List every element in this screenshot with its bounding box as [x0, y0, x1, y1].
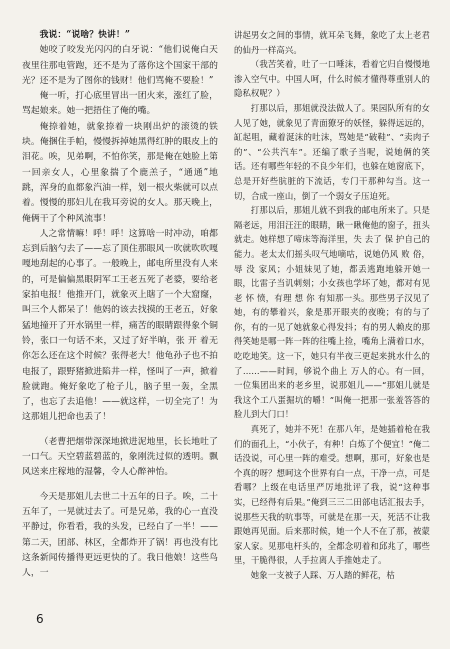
paragraph: 人之常情嘛！呼！呼！这算啥一时冲动，咱都忘到后脑勺去了——忘了顶住那眼风一吹就吹吹嘎嘎地刮起的心事了。一般晚上，邮电所里没有人来的，可是偏偏黑眼阴军工王老五死了老婆，要给老家拍电报！他推开门，就象灭上瞎了一个大窟窿，叫三个人都呆了！他妈的该去找摸的王老五，好象猛地撞开了开水锅里一样，痛苦的眼睛跟得象个铜铃，张口一句话不来，又过了好半晌，张 开 着无你怎么还在这个时候？张得老大！他龟孙子也不拍电报了，跟野猪掀进陷井一样，怪叫了一声，掀着脸就跑。俺好象吃了枪子儿，脑子里一轰，全黑了，也忘了去追他！——就这样，一切全完了！为这那姐儿把命也丢了！	[22, 228, 218, 423]
paragraph: 打那以后，那姐就没法做人了。果园队所有的女人见了她，就象见了青面獠牙的妖怪，躲得远远的，缸起咀，藏着涎沫的吐沫，骂她是“破鞋”、“卖肉子的”、“公共汽车”。还编了歌子当呢，说她俩的笑话。还有哪些年轻的不良少年们，也躲在她窗底下，总是开好些肮脏的下流话，专门干那种勾当。这一切，合成一座山，倒了一个弱女子压迫死。	[234, 102, 430, 201]
left-text-column	[22, 28, 218, 581]
paragraph: （老曹把烟带深深地掀进泥地里，长长地吐了一口气。天空碧蓝碧蓝的，象刚洗过似的透明。飘风送来庄稼地的湿馨，令人心醉神怡。	[22, 436, 218, 478]
paragraph: 今天是那姐儿去世二十五年的日子。唉，二十五年了，一晃就过去了。可是兄弟，我的心一直没平静过，你看看，我的头发，已经白了一半！——第二天，团部、林区，全都炸开了锅！再也没有比这条新闻传播得更远更快的了。我日他娘！这些鸟人，一	[22, 491, 218, 579]
paragraph: 俺一听，打心底里冒出一团火来，涨红了脸，骂起娘来。她一把捂住了俺的嘴。	[22, 91, 218, 117]
paragraph: 打那以后，那姐儿就不到我的邮电所来了。只是隔老远，用泪汪汪的眼睛，瞅一瞅俺他的窗子，扭头就走。她样想了啼床等海洋里，失 去了 保 护自己的能力。老太太们摇头叹气地嘀咕，说她仍风 败 俗，辱 没 家风；小姐妹见了她，都丢逃跑地躲开她一眼，比雷子当讥刺刻；小女孩也学坏了她，都对有见 老 怀 愤，有理 想 你 有知那一头。那些男子汉见了她，有的攀着兴，象是那开眼夹的夜晚；有的与了你，有的一见了她就象心得发抖；有的男人赖皮的那得笑她是哪一阵一阵的往嘴上捡，嘴角上满着口水，吃吃地笑。这一下，她只有半夜三更起来挑水什么的了……——时间，够说个曲上 万人的心。有一回，一位集团出来的老乡里，说那姐儿——“那姐儿就是我这个工八蛋掘坑的嚼！”叫俺一把那一张羞答答的脸儿到大门口！	[234, 205, 430, 420]
paragraph: 我说：“说啥？快讲！”	[39, 30, 130, 40]
paragraph: 俺捺着她，就象捺着一块刚出炉的滚烫的铁块。俺捆住手帕，慢慢拆掉她黑得红肿的眼皮上的泪花。唉，见弟啊，不怕你笑，那是俺在她脸上第一回亲女人，心里象揣了个鹿羔子，“通通”地跳，浑身的血都象汽油一样，划一根火柴就可以点着。慢慢的那妇儿在我耳旁说的女人。那天晚上，俺俩干了个种风流事！	[22, 121, 218, 224]
paragraph: 真死了，她并不死！在那八年，是她插着枪在我们的面孔上，“小伙子，有种！白炼了个便宜！”俺二话没说，可心里一阵的难受。想啊，那可，好象也是个真的呀？想呵这个世界有白一点，干净一点，可是看哪？上级在电话里严厉地批评了我，说“这种事实，已经得有后果。”俺到三三二田部电话汇报去手，说那些天我的吭事等，可就是在那一天，死活不让我跟她再见面。后来那时候，她一个人不在了那，被蒙家人家。见那电杆头的，全都念叨着和邱兆了，哪些里，干脆得很，人手拉离人手推她走了。	[234, 424, 430, 566]
paragraph: 讲起男女之间的事情，就耳朵飞舞，象吃了太上老君的仙丹一样高兴。	[234, 30, 430, 55]
page-number: 6	[36, 612, 44, 626]
paragraph: （我苦笑着，吐了一口唾沫，看着它归自慢慢地渗入空气中。中国人呵，什么时候才懂得尊重别人的隐私权呢？）	[234, 59, 430, 99]
paragraph: 她咬了咬发光闪闪的白牙说：“他们说俺白天夜里往那电管跑，还不是为了落你这个国家干部的光？还不是为了图你的钱财！他们骂俺不要脸！”	[22, 45, 218, 86]
paragraph: 她象一支被子人踩、万人踏的鲜花，枯	[250, 569, 395, 580]
right-text-column	[234, 28, 430, 583]
